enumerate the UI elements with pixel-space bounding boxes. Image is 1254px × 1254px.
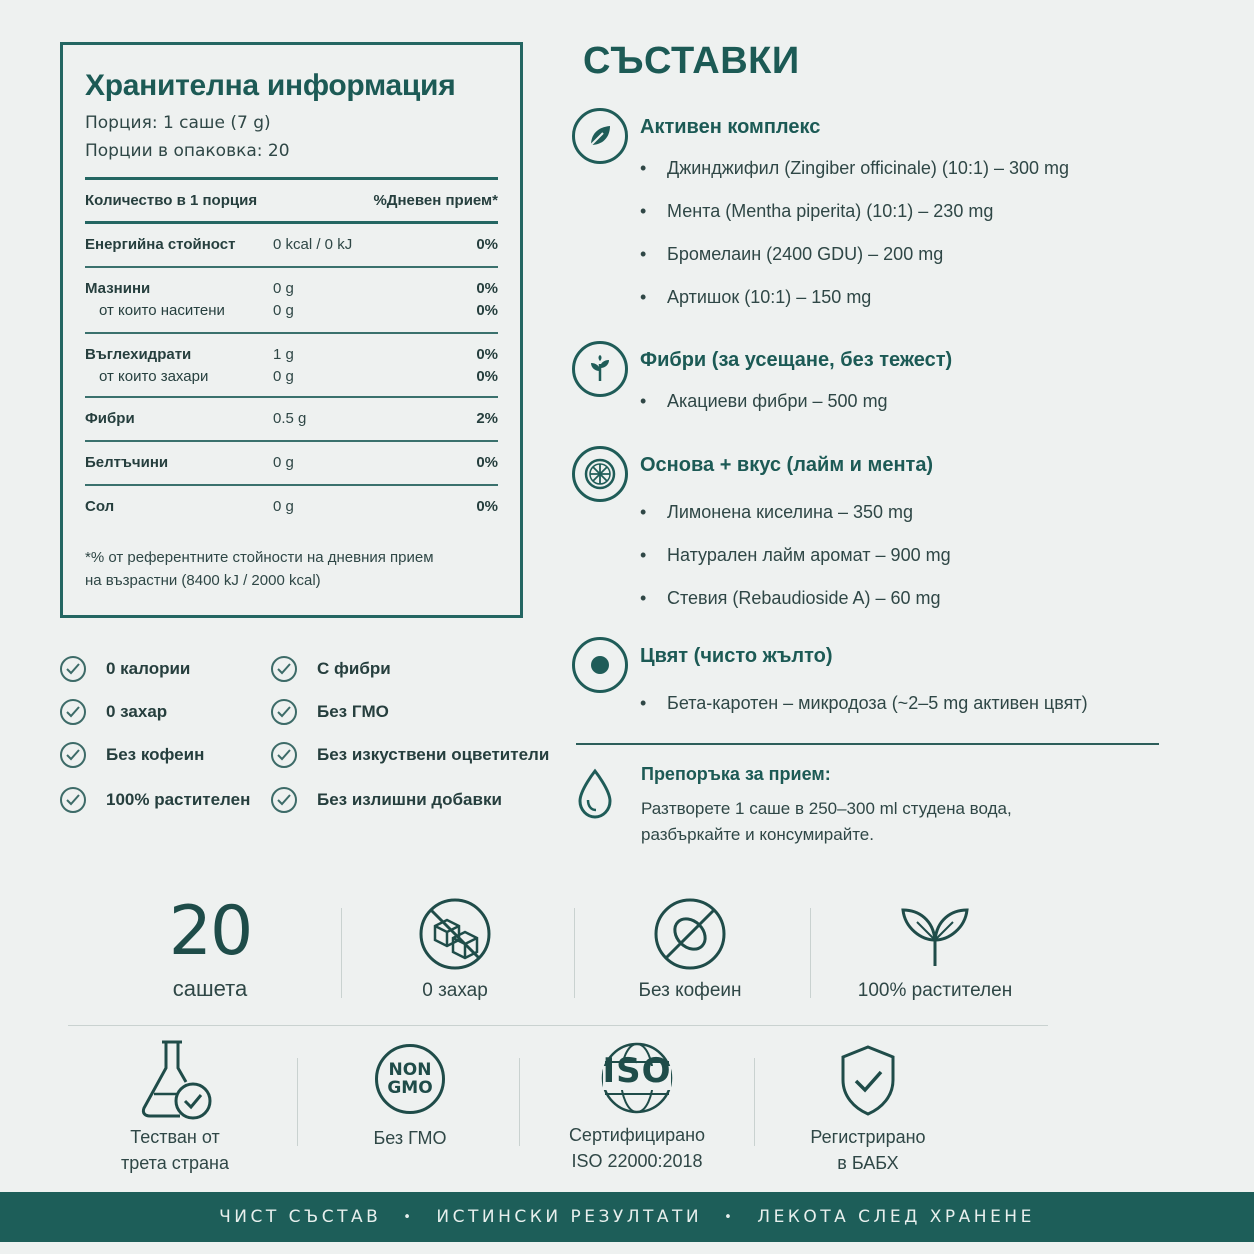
nutrient-percent: 0% [476, 346, 498, 363]
check-label: Без ГМО [317, 702, 389, 721]
check-item [60, 742, 204, 768]
check-circle-icon [271, 787, 297, 813]
nutrient-amount: 0 g [273, 454, 294, 471]
nutrition-row-energy [85, 224, 498, 268]
check-label: 0 калории [106, 659, 191, 678]
check-label: С фибри [317, 659, 391, 678]
list-item: • Джинджифил (Zingiber officinale) (10:1) – 300 mg [640, 158, 1070, 178]
check-item [271, 787, 502, 813]
leaf-icon [572, 108, 628, 164]
ingredient-section-fibre [572, 341, 1172, 431]
divider [754, 1058, 755, 1146]
footer-item: ЧИСТ СЪСТАВ [219, 1207, 382, 1227]
ingredient-section-color [572, 637, 1172, 727]
section-title: Фибри (за усещане, без тежест) [640, 349, 953, 371]
footer-separator: • [724, 1209, 736, 1225]
servings-per-pack: Порции в опаковка: 20 [85, 141, 290, 161]
iso-badge-text: ISO [602, 1051, 672, 1091]
sprout-icon [572, 341, 628, 397]
nutrient-label: Енергийна стойност [85, 236, 236, 253]
nutrient-amount: 0 kcal / 0 kJ [273, 236, 353, 253]
list-item: • Лимонена киселина – 350 mg [640, 502, 914, 522]
badge-text: GMO [387, 1078, 433, 1098]
nutrient-label: Въглехидрати [85, 346, 192, 363]
divider [810, 908, 811, 998]
no-sugar-cubes-icon [375, 896, 535, 976]
check-item [60, 787, 250, 813]
badge-text: NON [388, 1060, 432, 1080]
nutrient-sub-percent: 0% [476, 302, 498, 319]
nutrition-row-fibre [85, 398, 498, 442]
nutrient-amount: 1 g [273, 346, 294, 363]
non-gmo-badge-icon [330, 1044, 490, 1122]
check-item [271, 656, 391, 682]
nutrient-sub-amount: 0 g [273, 368, 294, 385]
check-circle-icon [60, 787, 86, 813]
feature-label: в БАБХ [837, 1153, 899, 1173]
check-circle-icon [60, 699, 86, 725]
feature-label: Без ГМО [373, 1128, 447, 1148]
nutrition-row-salt [85, 486, 498, 530]
check-label: 100% растителен [106, 790, 251, 809]
check-circle-icon [271, 742, 297, 768]
lime-slice-icon [572, 446, 628, 502]
ingredient-list [640, 391, 888, 434]
footer-separator: • [403, 1209, 415, 1225]
feature-iso [552, 1040, 722, 1174]
footer-item: ЛЕКОТА СЛЕД ХРАНЕНЕ [757, 1207, 1035, 1227]
section-title: Цвят (чисто жълто) [640, 645, 833, 667]
sachet-count-label: сашета [172, 976, 248, 1001]
nutrient-sub-percent: 0% [476, 368, 498, 385]
recommendation-title: Препоръка за прием: [641, 764, 831, 784]
check-label: Без кофеин [106, 745, 205, 764]
check-circle-icon [271, 656, 297, 682]
check-item [271, 742, 549, 768]
check-circle-icon [60, 742, 86, 768]
section-title: Основа + вкус (лайм и мента) [640, 454, 934, 476]
divider [574, 908, 575, 998]
footnote-line: на възрастни (8400 kJ / 2000 kcal) [85, 572, 321, 589]
nutrition-panel [60, 42, 523, 618]
nutrient-sub-label: от които наситени [99, 302, 225, 319]
footnote-line: *% от референтните стойности на дневния прием [85, 549, 434, 566]
nutrient-sub-amount: 0 g [273, 302, 294, 319]
ingredient-section-base [572, 446, 1172, 616]
nutrition-title: Хранителна информация [85, 69, 456, 102]
list-item: • Акациеви фибри – 500 mg [640, 391, 888, 411]
ingredients-title: СЪСТАВКИ [583, 40, 800, 82]
nutrient-percent: 0% [476, 454, 498, 471]
check-item [271, 699, 389, 725]
footer-banner [0, 1192, 1254, 1242]
list-item: • Бромелаин (2400 GDU) – 200 mg [640, 244, 944, 264]
check-item [60, 656, 190, 682]
nutrient-label: Мазнини [85, 280, 151, 297]
divider [68, 1025, 1048, 1026]
ingredient-list [640, 158, 1069, 330]
check-label: 0 захар [106, 702, 168, 721]
water-drop-icon [576, 768, 614, 824]
ingredient-list [640, 693, 1088, 736]
divider [519, 1058, 520, 1146]
nutrition-table-header [85, 180, 498, 224]
list-item: • Мента (Mentha piperita) (10:1) – 230 mg [640, 201, 994, 221]
nutrient-percent: 0% [476, 498, 498, 515]
list-item: • Бета-каротен – микродоза (~2–5 mg активен цвят) [640, 693, 1088, 713]
divider [576, 743, 1159, 745]
recommendation-text: Разтворете 1 саше в 250–300 ml студена вода, разбъркайте и консумирайте. [641, 799, 1012, 844]
no-caffeine-icon [610, 896, 770, 976]
nutrient-amount: 0.5 g [273, 410, 307, 427]
ingredient-list [640, 502, 951, 631]
nutrition-footnote [85, 546, 498, 592]
feature-label: 100% растителен [857, 980, 1013, 1001]
nutrient-label: Сол [85, 498, 115, 515]
list-item: • Стевия (Rebaudioside A) – 60 mg [640, 588, 941, 608]
list-item: • Артишок (10:1) – 150 mg [640, 287, 872, 307]
feature-plant-based [845, 896, 1025, 1002]
nutrient-sub-label: от които захари [99, 368, 209, 385]
feature-label: Без кофеин [638, 980, 742, 1001]
shield-check-icon [788, 1044, 948, 1122]
check-item [60, 699, 167, 725]
divider [297, 1058, 298, 1146]
list-item: • Натурален лайм аромат – 900 mg [640, 545, 951, 565]
nutrient-amount: 0 g [273, 498, 294, 515]
nutrition-row-protein [85, 442, 498, 486]
sachet-count: 20 [168, 892, 252, 971]
feature-non-gmo [330, 1044, 490, 1149]
check-circle-icon [60, 656, 86, 682]
feature-no-caffeine [610, 896, 770, 1002]
plant-icon [845, 896, 1025, 976]
color-dot-icon [572, 637, 628, 693]
check-circle-icon [271, 699, 297, 725]
serving-size: Порция: 1 саше (7 g) [85, 113, 271, 133]
nutrient-percent: 0% [476, 236, 498, 253]
nutrient-label: Белтъчини [85, 454, 169, 471]
nutrition-table [85, 177, 498, 530]
feature-label: ISO 22000:2018 [571, 1151, 703, 1171]
nutrition-row-carbs [85, 334, 498, 398]
feature-no-sugar [375, 896, 535, 1002]
nutrient-label: Фибри [85, 410, 135, 427]
check-label: Без изкуствени оцветители [317, 745, 550, 764]
divider [341, 908, 342, 998]
nutrient-percent: 2% [476, 410, 498, 427]
header-amount-label: Количество в 1 порция [85, 192, 258, 209]
feature-lab-tested [95, 1038, 255, 1176]
header-daily-label: %Дневен прием* [373, 192, 498, 209]
section-title: Активен комплекс [640, 116, 821, 138]
feature-label: 0 захар [422, 980, 488, 1001]
feature-label: Тестван от [130, 1127, 220, 1147]
iso-globe-icon [552, 1040, 722, 1122]
feature-babh [788, 1044, 948, 1176]
check-label: Без излишни добавки [317, 790, 502, 809]
feature-label: Сертифицирано [568, 1125, 706, 1145]
feature-label: Регистрирано [810, 1127, 926, 1147]
nutrient-percent: 0% [476, 280, 498, 297]
footer-item: ИСТИНСКИ РЕЗУЛТАТИ [436, 1207, 703, 1227]
nutrient-amount: 0 g [273, 280, 294, 297]
feature-label: трета страна [121, 1153, 229, 1173]
nutrition-row-fat [85, 268, 498, 334]
lab-flask-check-icon [95, 1038, 255, 1122]
ingredient-section-active [572, 108, 1172, 318]
